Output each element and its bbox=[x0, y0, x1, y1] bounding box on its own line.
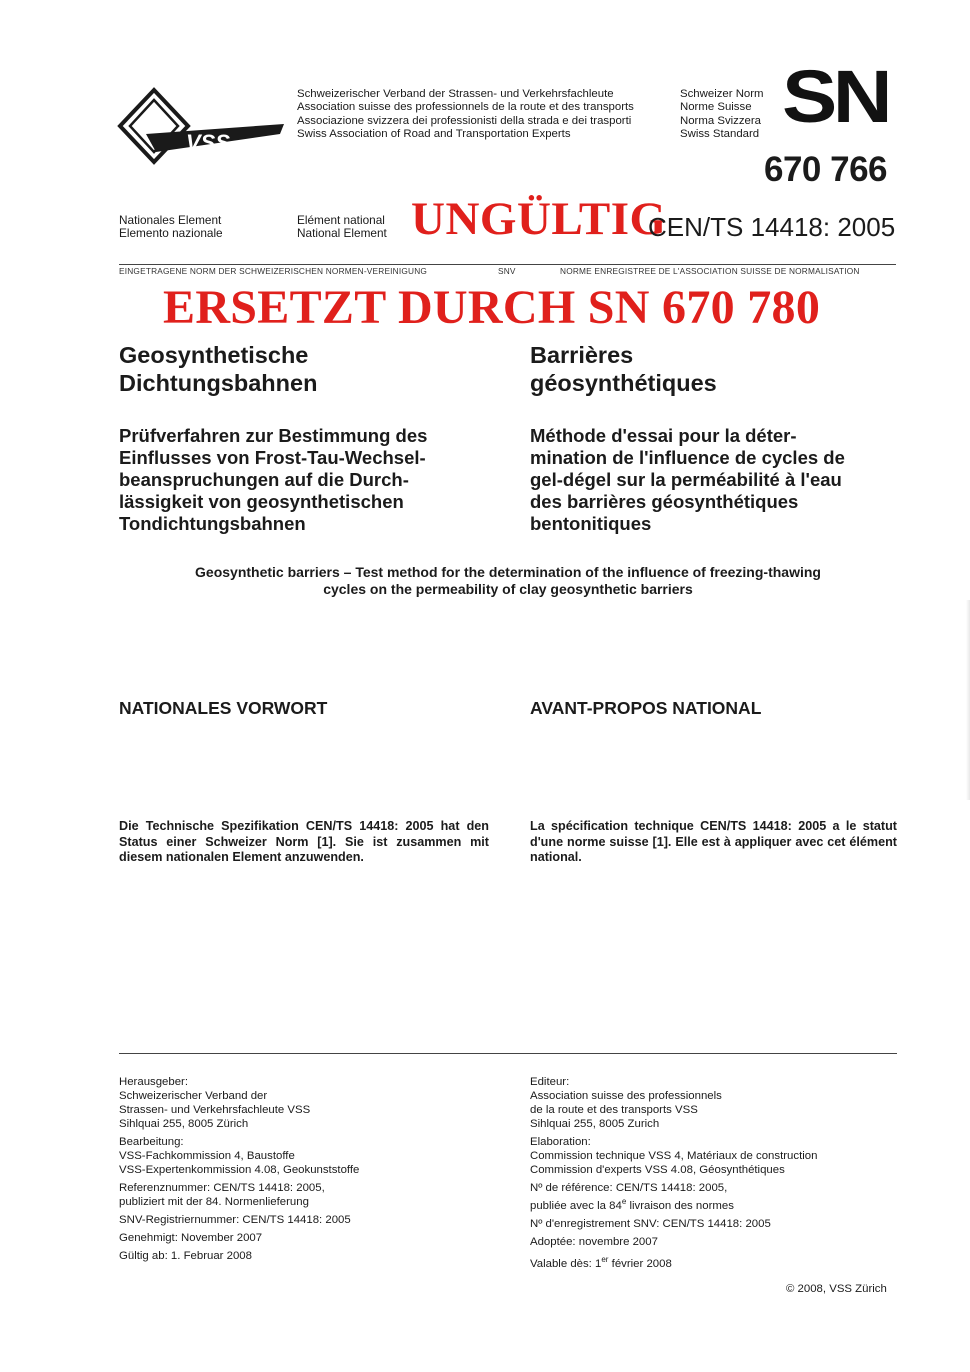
title-fr-line: géosynthétiques bbox=[530, 370, 717, 396]
national-element-en: National Element bbox=[297, 225, 387, 240]
subtitle-fr-line: Méthode d'essai pour la déter- bbox=[530, 425, 797, 446]
replaced-by-stamp: ERSETZT DURCH SN 670 780 bbox=[163, 281, 821, 334]
foreword-heading-de: NATIONALES VORWORT bbox=[119, 698, 328, 718]
reference-text: publiée avec la 84 bbox=[530, 1199, 622, 1212]
norm-type-de: Schweizer Norm bbox=[680, 88, 764, 100]
editor-line-fr: de la route et des transports VSS bbox=[530, 1104, 698, 1116]
editor-line-de: Schweizerischer Verband der bbox=[119, 1090, 268, 1102]
norm-type-it: Norma Svizzera bbox=[680, 114, 762, 127]
vss-logo bbox=[116, 86, 288, 168]
publisher-info-de bbox=[119, 1075, 359, 1263]
registration-text-snv: SNV bbox=[498, 266, 516, 276]
registration-number-fr: Nº d'enregistrement SNV: CEN/TS 14418: 2005 bbox=[530, 1217, 771, 1230]
editor-line-fr: Sihlquai 255, 8005 Zurich bbox=[530, 1118, 660, 1130]
preparation-line-fr: Commission technique VSS 4, Matériaux de construction bbox=[530, 1150, 818, 1162]
subtitle-de-line: Prüfverfahren zur Bestimmung des bbox=[119, 425, 428, 446]
title-de bbox=[119, 341, 317, 397]
preparation-line-de: VSS-Expertenkommission 4.08, Geokunststoffe bbox=[119, 1164, 360, 1176]
foreword-text-fr: La spécification technique CEN/TS 14418: 2005 a le statut d'une norme suisse [1]. Elle est à appliquer avec cet élément national. bbox=[530, 819, 897, 864]
national-element-it: Elemento nazionale bbox=[119, 225, 223, 240]
preparation-label-de: Bearbeitung: bbox=[119, 1136, 184, 1148]
association-fr: Association suisse des professionnels de la route et des transports bbox=[297, 101, 634, 114]
national-element-de: Nationales Element bbox=[119, 213, 222, 227]
association-names bbox=[297, 88, 634, 141]
subtitle-de-line: Tondichtungsbahnen bbox=[119, 513, 306, 534]
editor-label-de: Herausgeber: bbox=[119, 1076, 189, 1088]
invalid-stamp: UNGÜLTIG bbox=[411, 193, 667, 245]
national-element-label-de bbox=[119, 214, 223, 239]
norm-type-en: Swiss Standard bbox=[680, 127, 760, 140]
registration-number-de: SNV-Registriernummer: CEN/TS 14418: 2005 bbox=[119, 1214, 351, 1226]
subtitle-fr-line: mination de l'influence de cycles de bbox=[530, 447, 845, 468]
subtitle-fr bbox=[530, 425, 845, 535]
association-de: Schweizerischer Verband der Strassen- und Verkehrsfachleute bbox=[297, 88, 614, 100]
subtitle-fr-line: des barrières géosynthétiques bbox=[530, 491, 799, 512]
ordinal-suffix: er bbox=[601, 1254, 609, 1264]
ordinal-suffix: e bbox=[621, 1197, 627, 1206]
subtitle-de-line: beanspruchungen auf die Durch- bbox=[119, 469, 409, 490]
title-fr bbox=[530, 341, 717, 397]
valid-text: Valable dès: 1 bbox=[530, 1257, 602, 1270]
norm-type-fr: Norme Suisse bbox=[680, 101, 752, 114]
subtitle-de-line: lässigkeit von geosynthetischen bbox=[119, 491, 404, 512]
registration-text-fr: NORME ENREGISTREE DE L'ASSOCIATION SUISSE DE NORMALISATION bbox=[560, 266, 860, 276]
reference-line-fr: Nº de référence: CEN/TS 14418: 2005, bbox=[530, 1182, 728, 1194]
registration-divider bbox=[119, 264, 896, 265]
valid-text: février 2008 bbox=[608, 1257, 672, 1270]
association-en: Swiss Association of Road and Transportation Experts bbox=[297, 127, 571, 140]
publisher-divider bbox=[119, 1053, 897, 1054]
title-de-line: Geosynthetische bbox=[119, 342, 309, 368]
approved-date-fr: Adoptée: novembre 2007 bbox=[530, 1235, 658, 1248]
registration-text-de: EINGETRAGENE NORM DER SCHWEIZERISCHEN NORMEN-VEREINIGUNG bbox=[119, 266, 428, 276]
reference-line-fr bbox=[530, 1195, 817, 1213]
norm-type-labels bbox=[680, 88, 764, 141]
reference-text: livraison des normes bbox=[626, 1199, 734, 1212]
editor-line-de: Sihlquai 255, 8005 Zürich bbox=[119, 1118, 249, 1130]
title-en bbox=[119, 564, 897, 598]
foreword-text-de: Die Technische Spezifikation CEN/TS 14418: 2005 hat den Status einer Schweizer Norm [1]. Sie ist zusammen mit diesem nationalen Element anzuwenden. bbox=[119, 819, 489, 864]
subtitle-fr-line: gel-dégel sur la perméabilité à l'eau bbox=[530, 469, 842, 490]
approved-date-de: Genehmigt: November 2007 bbox=[119, 1232, 263, 1244]
editor-line-fr: Association suisse des professionnels bbox=[530, 1090, 722, 1102]
preparation-line-fr: Commission d'experts VSS 4.08, Géosynthétiques bbox=[530, 1164, 785, 1176]
subtitle-de-line: Einflusses von Frost-Tau-Wechsel- bbox=[119, 447, 426, 468]
national-element-label-fr bbox=[297, 214, 387, 239]
foreword-heading-fr: AVANT-PROPOS NATIONAL bbox=[530, 698, 762, 718]
copyright: © 2008, VSS Zürich bbox=[786, 1283, 887, 1295]
national-element-fr: Elément national bbox=[297, 213, 385, 227]
title-de-line: Dichtungsbahnen bbox=[119, 370, 318, 396]
editor-label-fr: Editeur: bbox=[530, 1076, 570, 1088]
editor-line-de: Strassen- und Verkehrsfachleute VSS bbox=[119, 1104, 311, 1116]
title-en-line: Geosynthetic barriers – Test method for the determination of the influence of freezing-thawing bbox=[195, 564, 821, 580]
cen-ts-reference: CEN/TS 14418: 2005 bbox=[648, 212, 896, 242]
svg-text:VSS: VSS bbox=[186, 130, 231, 155]
preparation-label-fr: Elaboration: bbox=[530, 1136, 591, 1148]
sn-logo-mark: SN bbox=[782, 55, 889, 138]
association-it: Associazione svizzera dei professionisti della strada e dei trasporti bbox=[297, 114, 632, 127]
reference-line-de: publiziert mit der 84. Normenlieferung bbox=[119, 1196, 309, 1208]
publisher-info-fr bbox=[530, 1075, 817, 1271]
valid-from-fr bbox=[530, 1253, 817, 1271]
reference-line-de: Referenznummer: CEN/TS 14418: 2005, bbox=[119, 1182, 325, 1194]
title-fr-line: Barrières bbox=[530, 342, 634, 368]
preparation-line-de: VSS-Fachkommission 4, Baustoffe bbox=[119, 1150, 295, 1162]
title-en-line: cycles on the permeability of clay geosynthetic barriers bbox=[323, 581, 693, 597]
sn-number: 670 766 bbox=[764, 150, 888, 189]
subtitle-fr-line: bentonitiques bbox=[530, 513, 652, 534]
subtitle-de bbox=[119, 425, 427, 535]
scan-edge-shadow bbox=[966, 600, 970, 800]
valid-from-de: Gültig ab: 1. Februar 2008 bbox=[119, 1250, 252, 1262]
